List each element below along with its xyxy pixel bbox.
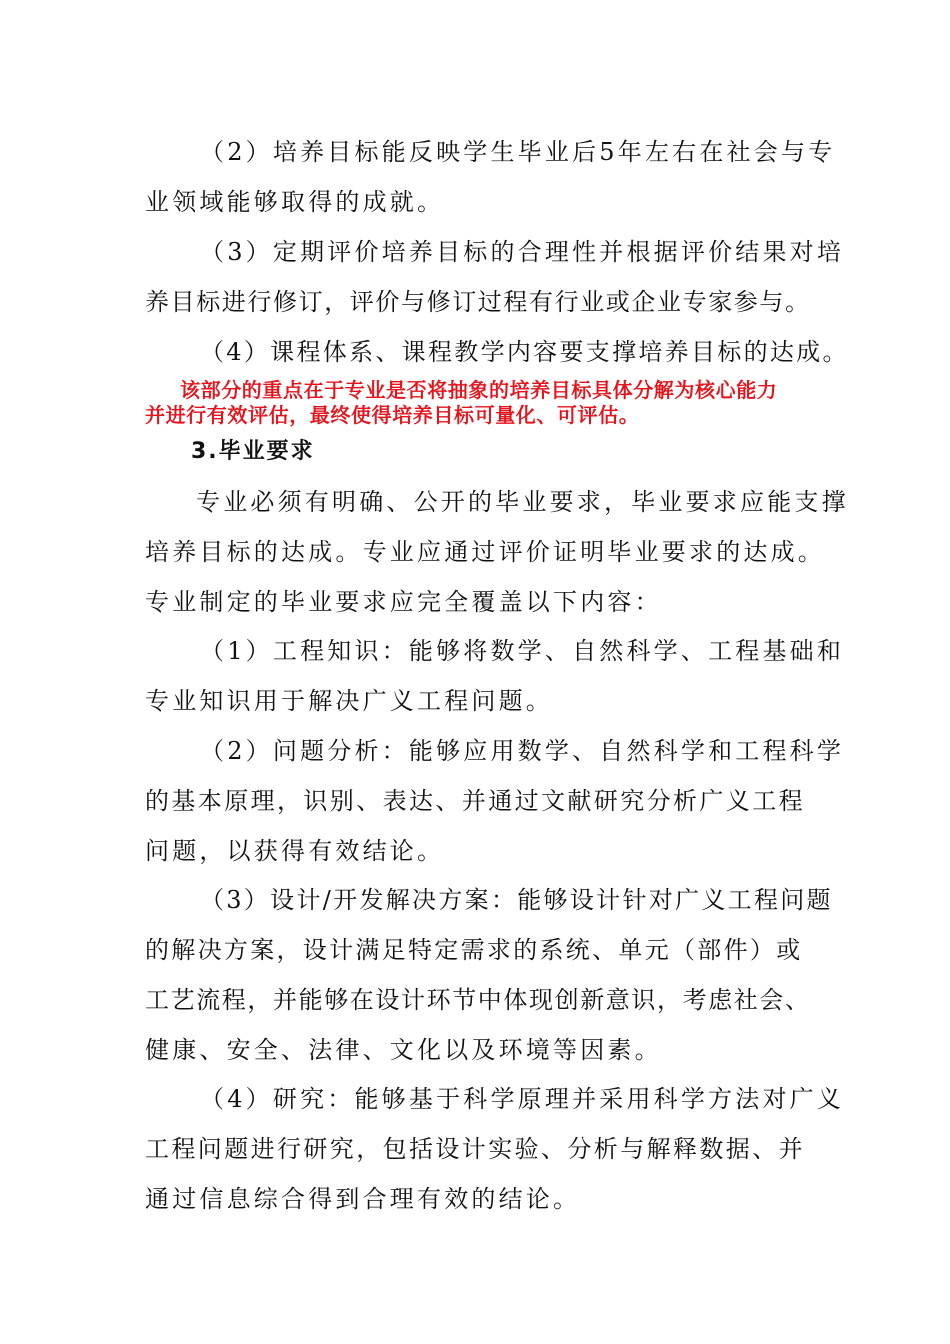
requirement-line: 的解决方案，设计满足特定需求的系统、单元（部件）或: [145, 936, 803, 964]
paragraph-line: 养目标进行修订，评价与修订过程有行业或企业专家参与。: [145, 288, 811, 316]
requirement-line: 专业知识用于解决广义工程问题。: [145, 687, 553, 715]
requirement-line: 工程问题进行研究，包括设计实验、分析与解释数据、并: [145, 1135, 805, 1163]
intro-line: 专业必须有明确、公开的毕业要求，毕业要求应能支撑: [196, 488, 849, 516]
paragraph-line: （3）定期评价培养目标的合理性并根据评价结果对培: [200, 238, 845, 266]
paragraph-line: 业领域能够取得的成就。: [145, 188, 445, 216]
requirement-line: 问题，以获得有效结论。: [145, 837, 445, 865]
requirement-line: （2）问题分析：能够应用数学、自然科学和工程科学: [200, 737, 845, 765]
requirement-line: 工艺流程，并能够在设计环节中体现创新意识，考虑社会、: [145, 986, 811, 1014]
section-heading: 3.毕业要求: [191, 439, 315, 464]
requirement-line: 健康、安全、法律、文化以及环境等因素。: [145, 1036, 662, 1064]
requirement-line: 通过信息综合得到合理有效的结论。: [145, 1185, 581, 1213]
requirement-line: 的基本原理，识别、表达、并通过文献研究分析广义工程: [145, 787, 805, 815]
intro-line: 培养目标的达成。专业应通过评价证明毕业要求的达成。: [145, 538, 825, 566]
emphasis-note: 并进行有效评估，最终使得培养目标可量化、可评估。: [145, 403, 640, 427]
requirement-line: （3）设计/开发解决方案：能够设计针对广义工程问题: [200, 886, 833, 914]
requirement-line: （4）研究：能够基于科学原理并采用科学方法对广义: [200, 1085, 845, 1113]
emphasis-note: 该部分的重点在于专业是否将抽象的培养目标具体分解为核心能力: [180, 378, 778, 402]
intro-line: 专业制定的毕业要求应完全覆盖以下内容：: [145, 588, 662, 616]
paragraph-line: （4）课程体系、课程教学内容要支撑培养目标的达成。: [200, 338, 849, 366]
requirement-line: （1）工程知识：能够将数学、自然科学、工程基础和: [200, 637, 845, 665]
paragraph-line: （2）培养目标能反映学生毕业后5年左右在社会与专: [200, 138, 836, 166]
